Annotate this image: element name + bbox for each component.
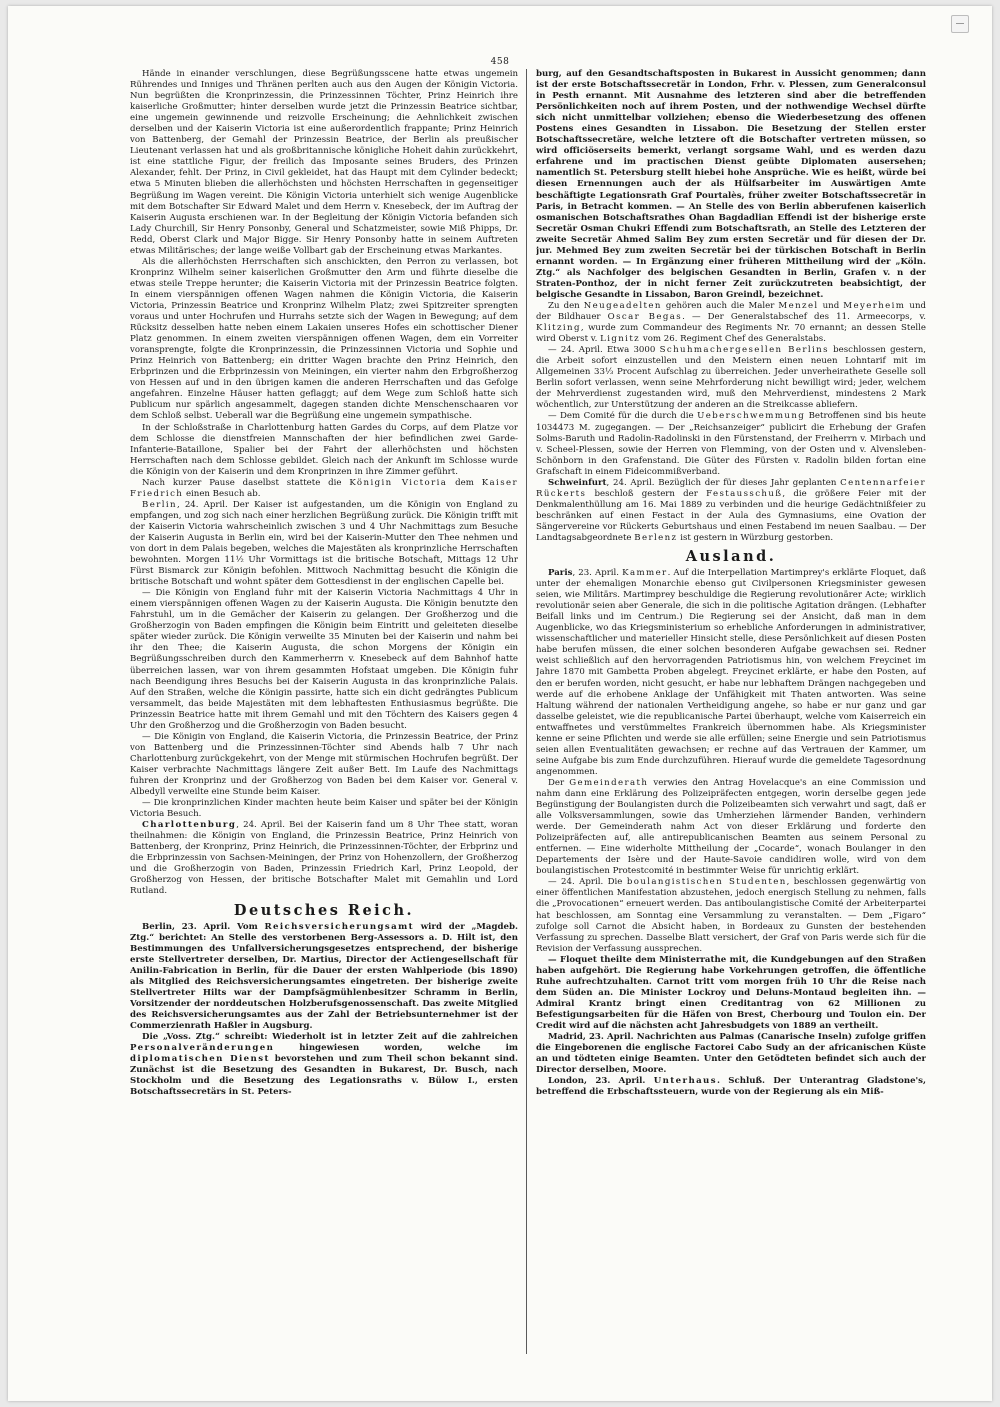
text-run: , 23. April. Nachrichten aus Palmas (Canarische Inseln) zufolge griffen die Eingeborenen die englische Factorei Cabo Sudy an der africanischen Küste an und tödteten einige Beamten. Unter den Getödteten befindet sich auch der Director derselben, Moore. (536, 1032, 926, 1076)
emphasized-text: Reichsversicherungsamt (264, 921, 414, 932)
section-heading: Deutsches Reich. (233, 901, 415, 919)
text-run: verwies den Antrag Hovelacque's an eine Commission und nahm dann eine Erklärung des Polizeipräfecten entgegen, worin derselbe gegen jede Begünstigung der Boulangisten durch die Polizeibeamten sich verwahrt und sagt, daß er alle Volksversammlungen, sowie das Umherziehen lärmender Banden, verhindern werde. Der Gemeinderath nahm Act von dieser Erklärung und forderte den Polizeipräfecten auf, alle antirepublicanischen Beamten aus seinem Personal zu entfernen. — Eine widerholte Mittheilung der „Cocarde“, wonach Boulanger in den Departements der Isère und der Haute-Savoie candidiren wolle, wird von dem boulangistischen Protestcomité in bestimmter Weise für unrichtig erklärt. (536, 777, 926, 877)
text-run: . Schluß. Der Unterantrag Gladstone's, betreffend die Erbschaftssteuern, wurde von der Regierung als ein Miß- (536, 1076, 926, 1098)
emphasized-text: Kammer (622, 568, 668, 579)
text-run: und (818, 300, 844, 311)
emphasized-text: Centennarfeier Rückerts (536, 477, 926, 499)
text-run: , wurde zum Commandeur des Regiments Nr. 70 ernannt; an dessen Stelle wird Oberst v. (536, 323, 926, 345)
article-paragraph (536, 411, 926, 477)
emphasized-text: Festausschuß (706, 488, 783, 499)
dateline: London (548, 1076, 585, 1087)
article-paragraph (130, 478, 518, 500)
text-run: , 24. April. Bei der Kaiserin fand um 8 Uhr Thee statt, woran theilnahmen: die Königin von England, die Prinzessin Beatrice, Prinz Heinrich von Battenberg, der Kronprinz, Prinz Heinrich, die Prinzessinnen-Töchter, der Erbprinz und die Erbprinzessin von Sachsen-Meiningen, der Prinz von Hohenzollern, der Großherzog und die Großherzogin von Baden, Prinzessin Friedrich Karl, Prinz Leopold, der Großherzog von Hessen, der britische Botschafter Malet mit Gemahlin und Lord Rutland. (130, 820, 518, 897)
text-run: vom 26. Regiment Chef des Generalstabs. (640, 334, 826, 345)
emphasized-text: Lignitz (600, 334, 641, 345)
text-run: bevorstehen und zum Theil schon bekannt sind. Zunächst ist die Besetzung des Gesandten in Bukarest, Dr. Busch, nach Stockholm und die Besetzung des Legationsraths v. Bülow I., ersten Botschaftssecretärs in St. Peters- (130, 1054, 518, 1098)
article-paragraph (536, 778, 926, 877)
text-run: Die „Voss. Ztg.“ schreibt: Wiederholt ist in letzter Zeit auf die zahlreichen (142, 1032, 518, 1043)
text-run: , die größere Feier mit der Denkmalenthüllung am 16. Mai 1889 zu verbinden und die heurige Gedächtnißfeier zu beschränken auf einen Festact in der Aula des Gymnasiums, eine Ovation der Sängervereine vor Rückerts Geburtshaus und einen Festabend im neuen Saalbau. — Der Landtagsabgeordnete (536, 488, 926, 543)
article-paragraph (536, 345, 926, 411)
emphasized-text: Menzel (778, 300, 819, 311)
scan-corner-icon (951, 15, 969, 33)
text-run: , 24. April. Der Kaiser ist aufgestanden, um die Königin von England zu empfangen, und zog sich nach einer herzlichen Begrüßung zurück. Die Königin trifft mit der Kaiserin Victoria wahrscheinlich zwischen 3 und 4 Uhr Nachmittags zum Besuche der Kaiserin Augusta in Berlin ein, wird bei der Kaiserin-Mutter den Thee nehmen und von dort in dem Palais begeben, welches die Majestäten als kronprinzliche Herrschaften bewohnten. Morgen 11½ Uhr Vormittags ist die britische Botschaft, Mittags 12 Uhr Fürst Bismarck zur Königin befohlen. Mittwoch Nachmittag besucht die Königin die britische Botschaft und wohnt später dem Gottesdienst in der englischen Capelle bei. (130, 499, 518, 588)
dateline: Madrid (548, 1032, 583, 1043)
column-divider (526, 69, 527, 1354)
emphasized-text: Ueberschwemmung (697, 411, 806, 422)
emphasized-text: Klitzing (536, 323, 581, 334)
text-run: gehören auch die Maler (661, 300, 779, 311)
dateline: Berlin (142, 921, 173, 932)
dateline: Charlottenburg (142, 820, 237, 831)
text-run: . Auf die Interpellation Martimprey's erklärte Floquet, daß unter der ehemaligen Monarchie ebenso gut Civilpersonen Kriegsminister gewesen seien, wie Militärs. Martimprey beschuldige die Regierung revolutionärer Acte; wirklich revolutionär seien aber Generale, die sich in die politische Agitation drängen. (Lebhafter Beifall links und im Centrum.) Die Regierung sei der Ansicht, daß man in dem Augenblicke, wo das Kriegsministerium so erhebliche Anforderungen in administrativer, wissenschaftlicher und materieller Hinsicht stelle, diese Persönlichkeit auf diesen Posten habe berufen müssen, die einer solchen besonderen Aufgabe gewachsen sei. Redner weist schließlich auf den hervorragenden Patriotismus hin, von welchem Freycinet im Jahre 1870 mit Gambetta Proben abgelegt. Freycinet erklärte, er habe den Posten, auf den er berufen worden, nicht gesucht, er habe nur lebhaftem Drängen nachgegeben und werde auf die erhobene Anklage der Unfähigkeit mit Thaten antworten. Was seine Haltung während der nationalen Vertheidigung angehe, so habe er nur ganz und gar dasselbe geleistet, wie die republicanische Partei überhaupt, welche vom Kaiserreich ein entwaffnetes und verstümmeltes Frankreich übernommen habe. Als Kriegsminister kenne er seine Pflichten und werde sie alle erfüllen; seine Energie und sein Patriotismus seien allen Eventualitäten gewachsen; er rechne auf das Vertrauen der Kammer, um seine Aufgabe bis zum Ende durchzuführen. Hierauf wurde die gemeldete Tagesordnung angenommen. (536, 568, 926, 777)
emphasized-text: Meyerheim (843, 300, 906, 311)
emphasized-text: Schuhmachergesellen Berlins (659, 345, 829, 356)
article-paragraph: Hände in einander verschlungen, diese Begrüßungsscene hatte etwas ungemein Rührendes und Inniges und Thränen perlten auch aus den Augen der Königin Victoria. Nun begrüßten die Kronprinzessin, die Prinzessinnen Töchter, Prinz Heinrich ihre kaiserliche Großmutter; hinter derselben wurde jetzt die Prinzessin Beatrice sichtbar, eine ungemein gewinnende und reizvolle Erscheinung; die Aehnlichkeit zwischen derselben und der Kaiserin Victoria ist eine außerordentlich frappante; Prinz Heinrich von Battenberg, der Gemahl der Prinzessin Beatrice, der Berlin als preußischer Lieutenant verlassen hat und als großbritannische königliche Hoheit dahin zurückkehrt, ist eine stattliche Figur, der freilich das Imposante seines Bruders, des Prinzen Alexander, fehlt. Der Prinz, in Civil gekleidet, hat das Haupt mit dem Cylinder bedeckt; etwa 5 Minuten blieben die allerhöchsten und höchsten Herrschaften in gegenseitiger Begrüßung im Wagen vereint. Die Königin Victoria unterhielt sich wenige Augenblicke mit dem Botschafter Sir Edward Malet und dem Herrn v. Knesebeck, der im Auftrag der Kaiserin Augusta erschienen war. In der Begleitung der Königin Victoria befanden sich Lady Churchill, Sir Henry Ponsonby, General und Schatzmeister, sowie Miß Phipps, Dr. Redd, Oberst Clark und Major Bigge. Sir Henry Ponsonby hatte in seinem Auftreten etwas Militärisches; der lange weiße Vollbart gab der Erscheinung etwas Markantes. (130, 69, 518, 256)
left-column (130, 69, 518, 1354)
text-run: dem (447, 477, 482, 488)
text-run: , 24. April. Bezüglich der für dieses Jahr geplanten (606, 477, 841, 488)
text-run: Betroffenen sind bis heute 1034473 M. zugegangen. — Der „Reichsanzeiger“ publicirt die Erhebung der Grafen Solms-Baruth und Radolin-Radolinski in den Fürstenstand, der Freiherrn v. Mirbach und v. Scheel-Plessen, sowie der Herren von Flemming, von der Osten und v. Alvensleben-Schönborn in den Grafenstand. Die Güter des Fürsten v. Radolin bilden fortan eine Grafschaft in einem Fideicommißverband. (536, 411, 926, 477)
text-run: Zu den (548, 300, 584, 311)
article-paragraph (130, 500, 518, 588)
newspaper-page (8, 6, 992, 1401)
emphasized-text: Gemeinderath (569, 777, 649, 788)
emphasized-text: boulangistischen Studenten (626, 877, 787, 888)
article-paragraph: Als die allerhöchsten Herrschaften sich anschickten, den Perron zu verlassen, bot Kronprinz Wilhelm seiner kaiserlichen Großmutter den Arm und führte dieselbe die etwas steile Treppe herunter; die Kaiserin Victoria mit der Prinzessin Beatrice folgten. In einem vierspännigen offenen Wagen nahmen die Königin Victoria, die Kaiserin Victoria, Prinzessin Beatrice und Kronprinz Wilhelm Platz; zwei Spitzreiter sprengten voraus und unter Hochrufen und Hurrahs setzte sich der Wagen in Bewegung; auf dem Rücksitz desselben hatte neben einem Lakaien unseres Hofes ein schottischer Diener Platz genommen. In einem zweiten vierspännigen offenen Wagen, dem ein Vorreiter voransprengte, folgte die Kronprinzessin, die Prinzessinnen Victoria und Sophie und Prinz Heinrich von Battenberg; ein dritter Wagen brachte den Prinz Heinrich, den Erbprinzen und die Erbprinzessin von Meiningen, ein vierter nahm den Erbgroßherzog von Hessen auf und in den übrigen kamen die anderen Herrschaften und das Gefolge angefahren. Einzelne Häuser hatten geflaggt; auf dem Wege zum Schloß hatte sich Publicum nur spärlich angesammelt, dagegen standen dichte Menschenschaaren vor dem Schloß selbst. Ueberall war die Begrüßung eine ungemein sympathische. (130, 256, 518, 422)
text-run: — Dem Comité für die durch die (548, 411, 698, 422)
text-run: . — Der Generalstabschef des 11. Armeecorps, v. (682, 312, 926, 323)
emphasized-text: Oscar Begas (607, 312, 683, 323)
page-number: 458 (490, 57, 510, 67)
emphasized-text: Personalveränderungen (130, 1043, 275, 1054)
article-paragraph (130, 922, 518, 1032)
text-run: beschlossen gestern, die Arbeit sofort einzustellen und den Meistern einen neuen Lohntarif mit im Allgemeinen 33⅓ Procent Aufschlag zu überreichen. Jeder unverheirathete Geselle soll Berlin sofort verlassen, wenn seine Mehrforderung nicht bewilligt wird; jeder, welchem der Mehrverdienst zugestanden wird, muß den Mehrverdienst, mindestens 2 Mark wöchentlich, zur Unterstützung der anderen an die Streikcasse abliefern. (536, 345, 926, 411)
dateline: Schweinfurt (548, 477, 607, 488)
text-run: Nach kurzer Pause daselbst stattete die (142, 477, 350, 488)
text-run: — 24. April. Die (548, 877, 627, 888)
text-run: — 24. April. Etwa 3000 (548, 345, 660, 356)
emphasized-text: Kaiser Friedrich (130, 477, 518, 499)
text-run: , beschlossen gegenwärtig von einer öffentlichen Manifestation abzustehen, jedoch energisch Stellung zu nehmen, falls die „Provocationen“ erneuert werden. Das antiboulangistische Comité der Arbeiterpartei hat beschlossen, am Sonntag eine Versammlung zu veranstalten. — Dem „Figaro“ zufolge soll Carnot die Absicht haben, in Bordeaux zu Gunsten der bestehenden Verfassung zu sprechen. Dasselbe Blatt versichert, der Graf von Paris werde sich für die Revision der Verfassung aussprechen. (536, 877, 926, 954)
section-heading: Ausland. (685, 548, 777, 566)
emphasized-text: Berlenz (634, 532, 678, 543)
text-run: , 23. April. Vom (172, 921, 265, 932)
article-paragraph (536, 568, 926, 778)
article-paragraph (536, 301, 926, 345)
emphasized-text: Neugeadelten (583, 300, 662, 311)
article-paragraph (536, 1032, 926, 1076)
emphasized-text: Königin Victoria (349, 477, 448, 488)
dateline: Paris (548, 568, 573, 579)
text-run: wird der „Magdeb. Ztg.“ berichtet: An Stelle des verstorbenen Berg-Assessors a. D. Hilt ist, den Bestimmungen des Unfallversicherungsgesetzes entsprechend, der bisherige erste Stellvertreter derselben, Dr. Martius, Director der Actiengesellschaft für Anilin-Fabrication in Berlin, für die Dauer der ersten Wahlperiode (bis 1890) als Mitglied des Reichsversicherungsamtes eingetreten. Der bisherige zweite Stellvertreter Hilts war der Dampfsägmühlenbesitzer Schramm in Berlin, Vorsitzender der norddeutschen Holzberufsgenossenschaft. Das zweite Mitglied des Reichsversicherungsamtes aus der Zahl der Betriebsunternehmer ist der Commerzienrath Haßler in Augsburg. (130, 921, 518, 1031)
text-run: , 23. April. (584, 1076, 654, 1087)
emphasized-text: Unterhaus (653, 1076, 717, 1087)
article-paragraph (536, 1076, 926, 1098)
article-paragraph (130, 820, 518, 897)
text-run: hingewiesen worden, welche im (274, 1043, 518, 1054)
article-paragraph (536, 478, 926, 544)
text-run: einen Besuch ab. (183, 488, 261, 499)
article-paragraph (130, 1032, 518, 1098)
article-paragraph (536, 877, 926, 954)
article-paragraph: — Floquet theilte dem Ministerrathe mit, die Kundgebungen auf den Straßen haben aufgehört. Die Regierung habe Vorkehrungen getroffen, die öffentliche Ruhe aufrechtzuhalten. Carnot tritt vom morgen früh 10 Uhr die Reise nach dem Süden an. Die Minister Lockroy und Deluns-Montaud begleiten ihn. — Admiral Krantz bringt einen Creditantrag von 62 Millionen zu Befestigungsarbeiten für die Häfen von Brest, Cherbourg und Toulon ein. Der Credit wird auf die nächsten acht Jahresbudgets von 1889 an vertheilt. (536, 954, 926, 1031)
article-paragraph: — Die Königin von England, die Kaiserin Victoria, die Prinzessin Beatrice, der Prinz von Battenberg und die Prinzessinnen-Töchter sind Abends halb 7 Uhr nach Charlottenburg zurückgekehrt, von der Menge mit stürmischen Hochrufen begrüßt. Der Kaiser verbrachte Nachmittags längere Zeit außer Bett. Im Laufe des Nachmittags fuhren der Kronprinz und der Großherzog von Baden bei dem Kaiser vor. General v. Albedyll verweilte eine Stunde beim Kaiser. (130, 731, 518, 798)
article-paragraph: — Die Königin von England fuhr mit der Kaiserin Victoria Nachmittags 4 Uhr in einem vierspännigen offenen Wagen zu der Kaiserin Augusta. Die Königin benutzte den Fahrstuhl, um in die Gemächer der Kaiserin zu gelangen. Der Großherzog und die Großherzogin von Baden empfingen die Königin beim Eintritt und geleiteten dieselbe später wieder zurück. Die Königin verweilte 35 Minuten bei der Kaiserin und nahm bei ihr den Thee; die Kaiserin Augusta, die schon Morgens der Königin ein Begrüßungsschreiben durch den Kammerherrn v. Knesebeck auf dem Bahnhof hatte überreichen lassen, war von ihrem gesammten Hofstaat umgeben. Die Königin fuhr nach Beendigung ihres Besuchs bei der Kaiserin Augusta in das kronprinzliche Palais. Auf den Straßen, welche die Königin passirte, hatte sich ein dicht gedrängtes Publicum versammelt, das beide Majestäten mit dem lebhaftesten Enthusiasmus begrüßte. Die Prinzessin Beatrice hatte mit ihrem Gemahl und mit den Töchtern des Kaisers gegen 4 Uhr den Großherzog und die Großherzogin von Baden besucht. (130, 588, 518, 731)
right-column (536, 69, 926, 1354)
text-run: , 23. April. (572, 568, 623, 579)
emphasized-text: diplomatischen Dienst (130, 1054, 270, 1065)
text-run: und der Bildhauer (536, 300, 926, 323)
text-run: ist gestern in Würzburg gestorben. (677, 532, 834, 543)
text-run: beschloß gestern der (586, 488, 707, 499)
article-paragraph: burg, auf den Gesandtschaftsposten in Bukarest in Aussicht genommen; dann ist der erste Botschaftssecretär in London, Frhr. v. Plessen, zum Generalconsul in Pesth ernannt. Mit Ausnahme des letzteren sind aber die betreffenden Persönlichkeiten noch auf ihrem Posten, und der nothwendige Wechsel dürfte sich nicht unmittelbar vollziehen; ebenso die Wiederbesetzung des offenen Postens eines Gesandten in Lissabon. Die Besetzung der Stellen erster Botschaftssecretäre, welche letztere oft die Botschafter vertreten müssen, so wird officiöserseits bemerkt, verlangt sorgsame Wahl, und es werden dazu erfahrene und im practischen Dienst geübte Diplomaten ausersehen; namentlich St. Petersburg stellt hiebei hohe Ansprüche. Wie es heißt, würde bei diesen Ernennungen auch der als Hülfsarbeiter im Auswärtigen Amte beschäftigte Legationsrath Graf Pourtalès, früher zweiter Botschaftssecretär in Paris, in Betracht kommen. — An Stelle des von Berlin abberufenen kaiserlich osmanischen Botschaftsrathes Ohan Bagdadlian Effendi ist der bisherige erste Secretär Osman Chukri Effendi zum Botschaftsrath, an Stelle des Letzteren der zweite Secretär Ahmed Salim Bey zum ersten Secretär und für diesen der Dr. jur. Mehmed Bey zum zweiten Secretär bei der türkischen Botschaft in Berlin ernannt worden. — In Ergänzung einer früheren Mittheilung wird der „Köln. Ztg.“ als Nachfolger des belgischen Gesandten in Berlin, Grafen v. n der Straten-Ponthoz, der in nicht ferner Zeit zurückzutreten beabsichtigt, der belgische Gesandte in Lissabon, Baron Greindl, bezeichnet. (536, 69, 926, 300)
text-run: Der (548, 777, 570, 788)
dateline: Berlin (142, 499, 177, 510)
article-paragraph: — Die kronprinzlichen Kinder machten heute beim Kaiser und später bei der Königin Victoria Besuch. (130, 798, 518, 820)
article-paragraph: In der Schloßstraße in Charlottenburg hatten Gardes du Corps, auf dem Platze vor dem Schlosse die dienstfreien Mannschaften der hier befindlichen zwei Garde-Infanterie-Bataillone, Spalier bei der Fahrt der allerhöchsten und höchsten Herrschaften nach dem Schlosse gebildet. Gleich nach der Ankunft im Schlosse wurde die Königin von der Kaiserin und dem Kronprinzen in ihre Zimmer geführt. (130, 422, 518, 477)
